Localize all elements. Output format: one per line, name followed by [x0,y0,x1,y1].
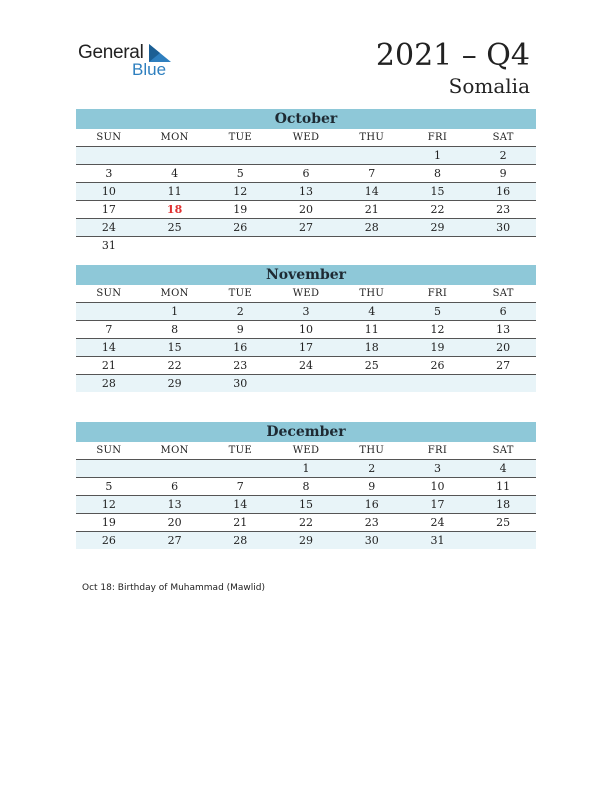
week-row [76,514,536,532]
date-cell: 9 [236,323,244,336]
date-cell: 29 [430,221,445,234]
date-cell [207,237,273,254]
weekday-header-row [76,285,536,303]
weekday-label: SAT [492,445,514,456]
date-cell [207,460,273,477]
date-cell: 7 [236,480,244,493]
date-cell: 18 [364,341,379,354]
date-cell: 3 [302,305,310,318]
week-row [76,321,536,339]
date-cell [470,237,536,254]
date-cell: 10 [430,480,445,493]
week-row [76,237,536,254]
date-cell: 20 [496,341,511,354]
date-cell: 9 [499,167,507,180]
date-cell: 17 [430,498,445,511]
date-cell: 4 [171,167,179,180]
date-cell: 14 [101,341,116,354]
date-cell: 23 [233,359,248,372]
date-cell: 17 [299,341,314,354]
date-cell: 16 [233,341,248,354]
date-cell [339,375,405,392]
date-cell: 14 [364,185,379,198]
date-cell: 2 [236,305,244,318]
date-cell: 15 [299,498,314,511]
date-cell: 7 [105,323,113,336]
date-cell: 21 [364,203,379,216]
date-cell [142,460,208,477]
date-cell: 11 [167,185,182,198]
date-cell: 31 [430,534,445,547]
date-cell: 30 [233,377,248,390]
date-cell: 8 [433,167,441,180]
weekday-label: MON [160,132,189,143]
weekday-label: TUE [228,445,252,456]
date-cell: 5 [236,167,244,180]
date-cell: 16 [496,185,511,198]
date-cell: 19 [101,516,116,529]
date-cell: 12 [101,498,116,511]
holiday-note: Oct 18: Birthday of Muhammad (Mawlid) [82,583,266,593]
date-cell: 1 [171,305,179,318]
date-cell: 9 [368,480,376,493]
month-name: November [76,265,536,285]
date-cell: 12 [233,185,248,198]
date-cell: 23 [364,516,379,529]
date-cell: 30 [364,534,379,547]
week-row [76,460,536,478]
holiday-date: 18 [166,203,183,216]
date-cell [470,532,536,549]
week-row [76,496,536,514]
weekday-label: MON [160,445,189,456]
date-cell: 15 [167,341,182,354]
date-cell [405,237,471,254]
date-cell [207,147,273,164]
date-cell: 25 [364,359,379,372]
date-cell: 1 [302,462,310,475]
month-october [76,109,536,254]
date-cell: 7 [368,167,376,180]
weekday-label: SUN [96,288,122,299]
weekday-label: THU [359,445,385,456]
logo-word-blue: Blue [132,60,167,79]
date-cell: 16 [364,498,379,511]
weekday-header-row [76,442,536,460]
logo [78,42,188,82]
date-cell: 10 [299,323,314,336]
date-cell: 8 [302,480,310,493]
date-cell: 1 [433,149,441,162]
date-cell: 21 [101,359,116,372]
date-cell: 27 [167,534,182,547]
date-cell [339,147,405,164]
week-row [76,375,536,392]
date-cell: 23 [496,203,511,216]
date-cell: 20 [299,203,314,216]
date-cell [273,237,339,254]
date-cell: 28 [233,534,248,547]
week-row [76,357,536,375]
weekday-label: FRI [427,288,448,299]
date-cell: 12 [430,323,445,336]
weekday-label: THU [359,132,385,143]
date-cell: 5 [105,480,113,493]
date-cell: 3 [433,462,441,475]
date-cell: 10 [101,185,116,198]
week-row [76,219,536,237]
week-row [76,147,536,165]
date-cell [273,147,339,164]
date-cell: 6 [499,305,507,318]
logo-word-general: General [78,42,144,63]
date-cell: 24 [430,516,445,529]
date-cell: 4 [499,462,507,475]
date-cell: 5 [433,305,441,318]
date-cell [76,303,142,320]
week-row [76,478,536,496]
date-cell: 13 [167,498,182,511]
weekday-label: SUN [96,445,122,456]
weekday-label: WED [292,288,320,299]
date-cell: 26 [233,221,248,234]
weekday-label: SAT [492,132,514,143]
date-cell: 28 [364,221,379,234]
weekday-label: TUE [228,288,252,299]
date-cell: 24 [101,221,116,234]
date-cell [142,237,208,254]
weekday-label: WED [292,132,320,143]
date-cell: 30 [496,221,511,234]
date-cell: 20 [167,516,182,529]
weekday-label: FRI [427,132,448,143]
month-name: October [76,109,536,129]
date-cell: 27 [299,221,314,234]
date-cell: 25 [167,221,182,234]
week-row [76,183,536,201]
date-cell: 13 [299,185,314,198]
date-cell: 4 [368,305,376,318]
date-cell: 13 [496,323,511,336]
date-cell: 21 [233,516,248,529]
date-cell: 6 [171,480,179,493]
date-cell: 24 [299,359,314,372]
week-row [76,201,536,219]
weekday-label: THU [359,288,385,299]
month-november [76,265,536,392]
date-cell: 22 [430,203,445,216]
weekday-label: FRI [427,445,448,456]
date-cell [76,460,142,477]
weekday-label: SUN [96,132,122,143]
date-cell: 19 [233,203,248,216]
month-december [76,422,536,549]
date-cell [273,375,339,392]
week-row [76,165,536,183]
date-cell: 26 [430,359,445,372]
month-name: December [76,422,536,442]
date-cell [405,375,471,392]
date-cell: 8 [171,323,179,336]
date-cell: 6 [302,167,310,180]
week-row [76,339,536,357]
date-cell: 22 [299,516,314,529]
date-cell: 31 [101,239,116,252]
weekday-label: MON [160,288,189,299]
date-cell: 19 [430,341,445,354]
weekday-label: TUE [228,132,252,143]
date-cell: 11 [496,480,511,493]
date-cell: 28 [101,377,116,390]
date-cell: 22 [167,359,182,372]
date-cell: 27 [496,359,511,372]
weekday-label: SAT [492,288,514,299]
date-cell: 17 [101,203,116,216]
date-cell: 26 [101,534,116,547]
date-cell [339,237,405,254]
date-cell: 14 [233,498,248,511]
date-cell: 11 [364,323,379,336]
date-cell: 3 [105,167,113,180]
country-name: Somalia [448,74,530,98]
week-row [76,303,536,321]
date-cell: 15 [430,185,445,198]
date-cell: 2 [368,462,376,475]
week-row [76,532,536,549]
date-cell: 29 [299,534,314,547]
page-title: 2021 – Q4 [375,38,530,73]
weekday-label: WED [292,445,320,456]
date-cell [76,147,142,164]
date-cell [142,147,208,164]
date-cell [470,375,536,392]
date-cell: 18 [496,498,511,511]
weekday-header-row [76,129,536,147]
date-cell: 2 [499,149,507,162]
date-cell: 25 [496,516,511,529]
date-cell: 29 [167,377,182,390]
